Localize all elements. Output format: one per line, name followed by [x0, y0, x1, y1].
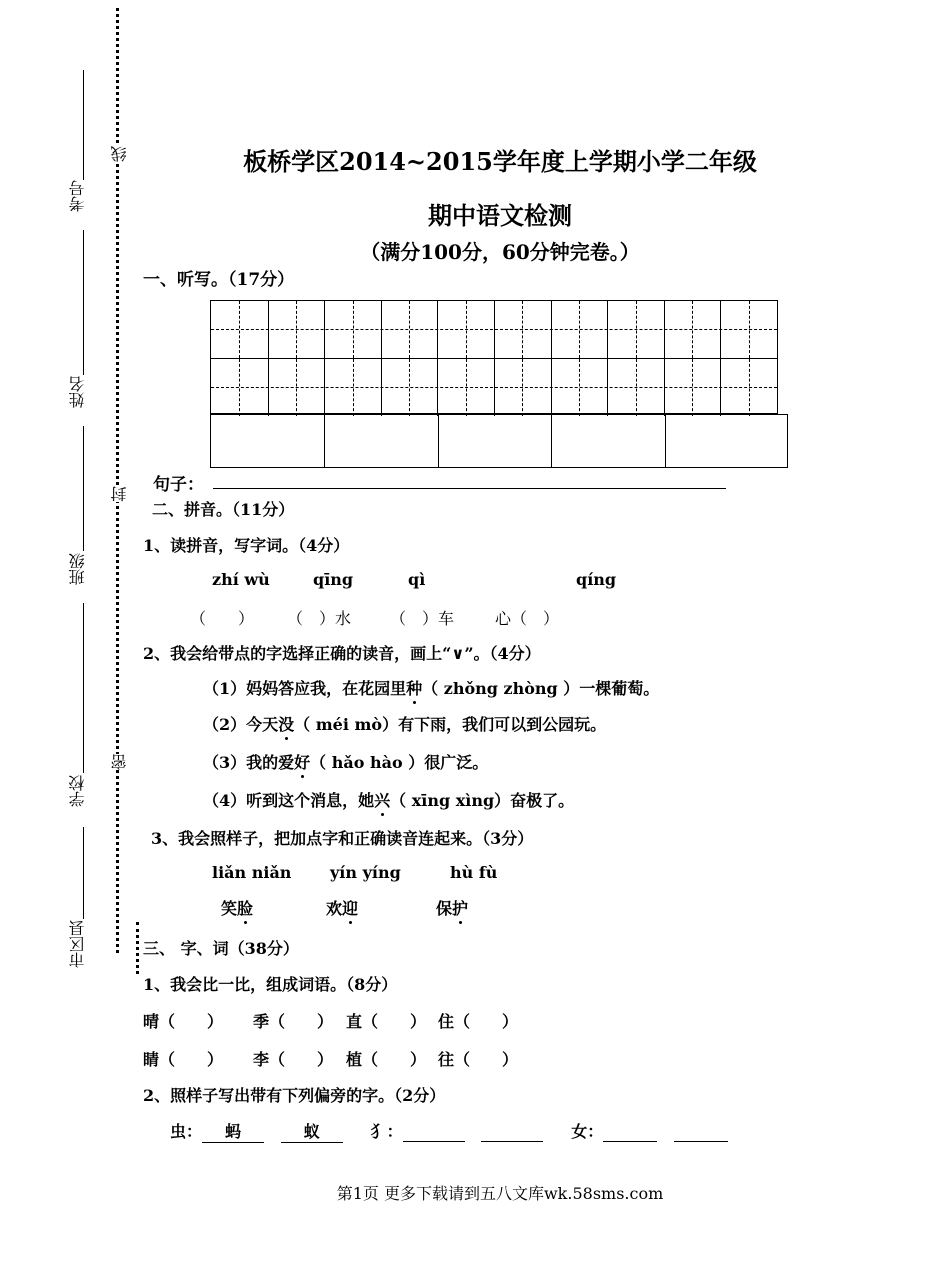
radical-woman-label: 女： [571, 1122, 604, 1141]
grid-cell-midline [409, 359, 410, 416]
grid-cell-border [324, 359, 325, 416]
grid-row [211, 358, 777, 416]
s2-q2-item-3[interactable]: （3）我的爱好（ hǎo hào ）很广泛。 [203, 750, 488, 773]
section1-heading: 一、听写。（17分） [143, 270, 295, 290]
s2-q2-item-2[interactable]: （2）今天没（ méi mò）有下雨，我们可以到公园玩。 [203, 712, 606, 735]
grid-cell-midline [353, 301, 354, 358]
woman-blank-2[interactable] [674, 1122, 728, 1142]
compare-row1-3[interactable]: 直（ ） [346, 1012, 427, 1031]
page-footer: 第1页 更多下载请到五八文库wk.58sms.com [336, 1184, 664, 1203]
word-box-divider [324, 415, 325, 467]
grid-cell-border [664, 359, 665, 416]
s2-q3-title: 3、我会照样子，把加点字和正确读音连起来。（3分） [151, 829, 534, 848]
grid-cell-border [551, 301, 552, 358]
grid-cell-midline [636, 301, 637, 358]
sentence-label: 句子： [153, 475, 204, 495]
radical-dog-label: 犭： [370, 1122, 403, 1141]
title-line-1: 板桥学区2014~2015学年度上学期小学二年级 [243, 147, 757, 176]
label-school: 学校 [68, 775, 87, 807]
grid-cell-midline [692, 359, 693, 416]
grid-cell-border [268, 359, 269, 416]
binding-mark-line: 线 [110, 146, 129, 162]
pinyin-zhiwu: zhí wù [212, 570, 270, 589]
binding-dotted-line-short [136, 922, 139, 974]
section2-heading: 二、拼音。（11分） [152, 500, 295, 519]
grid-cell-midline [579, 301, 580, 358]
woman-blank-1[interactable] [603, 1122, 657, 1142]
compare-row1-4[interactable]: 住（ ） [438, 1012, 519, 1031]
section3-heading: 三、 字、词（38分） [143, 939, 299, 958]
pinyin-qi: qì [408, 570, 426, 589]
sentence-answer-line[interactable] [213, 488, 726, 489]
binding-line-5 [83, 827, 84, 919]
pinyin-qing1: qīng [313, 570, 354, 589]
radical-insect-label: 虫： [170, 1122, 203, 1141]
radical-row [170, 1119, 728, 1143]
grid-cell-midline [749, 359, 750, 416]
label-name: 姓名 [68, 376, 87, 408]
label-district: 市区县 [68, 920, 87, 968]
grid-cell-midline [636, 359, 637, 416]
grid-cell-midline [522, 359, 523, 416]
grid-cell-border [551, 359, 552, 416]
binding-mark-seal: 封 [110, 486, 129, 502]
dog-blank-1[interactable] [403, 1122, 465, 1142]
grid-cell-midline [466, 359, 467, 416]
grid-cell-border [437, 359, 438, 416]
blank-water[interactable]: （ ）水 [287, 609, 352, 628]
grid-cell-midline [239, 301, 240, 358]
word-xiaolian[interactable]: 笑脸 [221, 896, 253, 919]
s2-q2-title: 2、我会给带点的字选择正确的读音，画上“∨”。（4分） [143, 644, 541, 663]
blank-car[interactable]: （ ）车 [390, 609, 455, 628]
compare-row2-2[interactable]: 李（ ） [253, 1050, 334, 1069]
grid-cell-midline [296, 359, 297, 416]
blank-1[interactable]: （ ） [190, 609, 255, 628]
example-ma: 蚂 [202, 1119, 264, 1143]
grid-cell-border [607, 301, 608, 358]
grid-cell-midline [522, 301, 523, 358]
compare-row1-1[interactable]: 晴（ ） [143, 1012, 224, 1031]
binding-line-4 [83, 603, 84, 773]
s2-q2-item-1[interactable]: （1）妈妈答应我，在花园里种（ zhǒng zhòng ）一棵葡萄。 [203, 676, 659, 699]
s2-q2-item-4[interactable]: （4）听到这个消息，她兴（ xīng xìng）奋极了。 [203, 788, 574, 811]
grid-cell-border [720, 301, 721, 358]
word-box-divider [438, 415, 439, 467]
dog-blank-2[interactable] [481, 1122, 543, 1142]
word-huanying[interactable]: 欢迎 [326, 896, 358, 919]
grid-cell-border [324, 301, 325, 358]
dictation-word-boxes[interactable] [210, 414, 788, 468]
compare-row2-1[interactable]: 睛（ ） [143, 1050, 224, 1069]
binding-line-3 [83, 426, 84, 551]
label-class: 班级 [68, 553, 87, 585]
grid-cell-border [607, 359, 608, 416]
grid-cell-border [437, 301, 438, 358]
example-yi: 蚁 [281, 1119, 343, 1143]
grid-cell-midline [749, 301, 750, 358]
grid-cell-border [381, 359, 382, 416]
grid-cell-midline [579, 359, 580, 416]
grid-cell-midline [296, 301, 297, 358]
dictation-pinyin-grid[interactable] [210, 300, 778, 414]
grid-cell-midline [239, 359, 240, 416]
pinyin-qing2: qíng [576, 570, 617, 589]
compare-row2-4[interactable]: 往（ ） [438, 1050, 519, 1069]
blank-heart[interactable]: 心（ ） [495, 609, 560, 628]
pinyin-lian-nian[interactable]: liǎn niǎn [212, 863, 292, 882]
compare-row1-2[interactable]: 季（ ） [253, 1012, 334, 1031]
grid-cell-border [494, 359, 495, 416]
word-box-divider [665, 415, 666, 467]
grid-cell-midline [409, 301, 410, 358]
grid-row [211, 301, 777, 358]
grid-cell-midline [466, 301, 467, 358]
grid-cell-border [381, 301, 382, 358]
grid-cell-border [494, 301, 495, 358]
s3-q2-title: 2、照样子写出带有下列偏旁的字。（2分） [143, 1086, 446, 1105]
grid-cell-border [268, 301, 269, 358]
pinyin-hu-fu[interactable]: hù fù [450, 863, 498, 882]
compare-row2-3[interactable]: 植（ ） [346, 1050, 427, 1069]
grid-cell-midline [353, 359, 354, 416]
word-baohu[interactable]: 保护 [436, 896, 468, 919]
pinyin-yin-ying[interactable]: yín yíng [330, 863, 401, 882]
label-exam-number: 考号 [68, 180, 87, 212]
grid-cell-border [664, 301, 665, 358]
s3-q1-title: 1、我会比一比，组成词语。（8分） [143, 975, 398, 994]
grid-cell-midline [692, 301, 693, 358]
s2-q1-title: 1、读拼音，写字词。（4分） [143, 536, 350, 555]
word-box-divider [551, 415, 552, 467]
title-line-2: 期中语文检测 [428, 201, 572, 230]
grid-cell-border [720, 359, 721, 416]
subtitle: （满分100分，60分钟完卷。） [360, 240, 640, 264]
binding-mark-secret: 密 [110, 754, 129, 770]
